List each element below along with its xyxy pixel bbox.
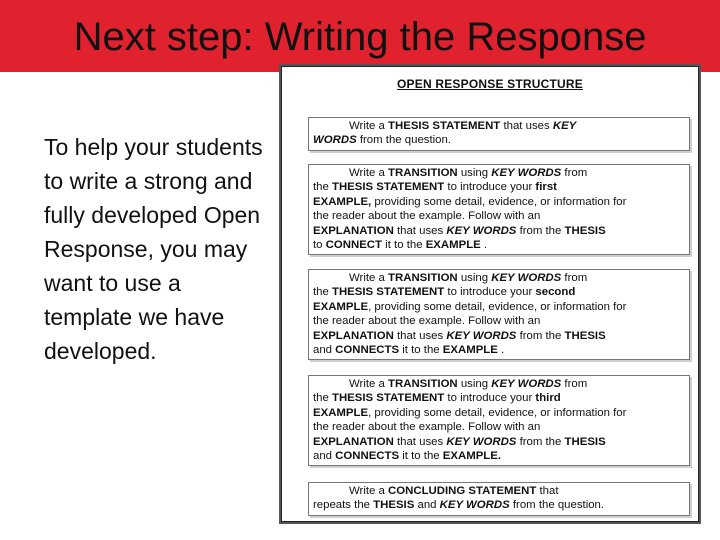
box-line — [313, 224, 685, 238]
text-run: TRANSITION — [388, 378, 458, 390]
text-run: second — [535, 286, 576, 299]
text-run: repeats the — [313, 499, 374, 512]
box-line — [313, 449, 685, 463]
box-line — [313, 300, 685, 314]
text-run: from the — [516, 329, 565, 342]
text-run: EXAMPLE — [442, 344, 498, 357]
text-run: Write a — [349, 485, 389, 497]
text-run: providing some detail, evidence, or information for — [371, 195, 627, 208]
text-run: the reader about the example. Follow with an — [313, 315, 541, 328]
box-line — [313, 271, 685, 285]
text-run: to introduce your — [444, 181, 536, 194]
text-run: from — [561, 272, 588, 284]
box-line — [313, 329, 685, 343]
box-line — [313, 133, 685, 147]
box-line — [313, 180, 685, 194]
text-run: the — [313, 181, 332, 194]
text-run: it to the — [399, 450, 443, 463]
box-line — [313, 420, 685, 434]
text-run: the reader about the example. Follow with an — [313, 210, 541, 223]
text-run: KEY WORDS — [446, 224, 517, 237]
box-line — [313, 498, 685, 512]
text-run: , providing some detail, evidence, or information for — [368, 406, 627, 419]
text-run: KEY WORDS — [439, 499, 510, 512]
text-run: the reader about the example. Follow with an — [313, 421, 541, 434]
text-run: THESIS STATEMENT — [332, 286, 445, 299]
text-run: KEY WORDS — [446, 435, 517, 448]
text-run: using — [457, 272, 492, 284]
text-run: the — [313, 392, 332, 405]
box-line — [313, 435, 685, 449]
text-run: THESIS STATEMENT — [332, 392, 445, 405]
text-run: THESIS STATEMENT — [332, 181, 445, 194]
text-run: that uses — [393, 435, 447, 448]
text-run: KEY WORDS — [491, 272, 562, 284]
text-run: using — [457, 167, 492, 179]
text-run: from the question. — [356, 134, 452, 147]
text-run: EXAMPLE — [425, 239, 481, 252]
text-run: THESIS — [564, 435, 606, 448]
text-run: and — [313, 344, 336, 357]
text-run: Write a — [349, 272, 389, 284]
text-run: EXPLANATION — [313, 329, 394, 342]
text-run: WORDS — [313, 134, 357, 147]
text-run: EXPLANATION — [313, 224, 394, 237]
text-run: KEY — [552, 120, 577, 132]
box-line — [313, 343, 685, 357]
text-run: Write a — [349, 120, 389, 132]
text-run: to introduce your — [444, 392, 536, 405]
text-run: that uses — [500, 120, 553, 132]
text-run: TRANSITION — [388, 167, 458, 179]
text-run: Write a — [349, 378, 389, 390]
text-run: and — [313, 450, 336, 463]
conclusion-box — [308, 482, 690, 516]
slide-body-text: To help your students to write a strong and fully developed Open Response, you may want to use a template we have developed. — [44, 134, 263, 364]
text-run: from the question. — [509, 499, 605, 512]
text-run: that — [536, 485, 559, 497]
text-run: THESIS — [373, 499, 415, 512]
box-line — [313, 391, 685, 405]
box-line — [313, 209, 685, 223]
text-run: EXPLANATION — [313, 435, 394, 448]
second-example-box — [308, 269, 690, 360]
box-line — [313, 195, 685, 209]
text-run: from — [561, 378, 588, 390]
box-line — [313, 166, 685, 180]
text-run: CONNECTS — [335, 450, 400, 463]
text-run: THESIS — [564, 224, 606, 237]
text-run: from the — [516, 435, 565, 448]
text-run: EXAMPLE, — [313, 195, 372, 208]
text-run: TRANSITION — [388, 272, 458, 284]
text-run: it to the — [382, 239, 426, 252]
text-run: , providing some detail, evidence, or information for — [368, 300, 627, 313]
text-run: using — [457, 378, 492, 390]
document-heading: OPEN RESPONSE STRUCTURE — [397, 77, 583, 91]
text-run: the — [313, 286, 332, 299]
text-run: that uses — [393, 224, 447, 237]
text-run: it to the — [399, 344, 443, 357]
template-document-image — [281, 66, 699, 522]
text-run: and — [414, 499, 440, 512]
box-line — [313, 314, 685, 328]
text-run: THESIS — [564, 329, 606, 342]
text-run: CONNECT — [325, 239, 382, 252]
box-line — [313, 285, 685, 299]
text-run: . — [480, 239, 488, 252]
text-run: EXAMPLE — [313, 406, 369, 419]
text-run: from the — [516, 224, 565, 237]
first-example-box — [308, 164, 690, 255]
text-run: that uses — [393, 329, 447, 342]
text-run: third — [535, 392, 561, 405]
text-run: CONCLUDING STATEMENT — [388, 485, 537, 497]
text-run: KEY WORDS — [491, 167, 562, 179]
text-run: EXAMPLE — [313, 300, 369, 313]
slide-title: Next step: Writing the Response — [73, 15, 647, 59]
text-run: first — [535, 181, 557, 194]
text-run: to introduce your — [444, 286, 536, 299]
box-line — [313, 119, 685, 133]
text-run: KEY WORDS — [446, 329, 517, 342]
text-run: CONNECTS — [335, 344, 400, 357]
text-run: . — [497, 344, 505, 357]
box-line — [313, 484, 685, 498]
text-run: to — [313, 239, 326, 252]
thesis-statement-box — [308, 117, 690, 151]
box-line — [313, 238, 685, 252]
text-run: from — [561, 167, 588, 179]
text-run: EXAMPLE. — [442, 450, 502, 463]
text-run: Write a — [349, 167, 389, 179]
box-line — [313, 406, 685, 420]
text-run: KEY WORDS — [491, 378, 562, 390]
text-run: THESIS STATEMENT — [388, 120, 501, 132]
box-line — [313, 377, 685, 391]
third-example-box — [308, 375, 690, 466]
